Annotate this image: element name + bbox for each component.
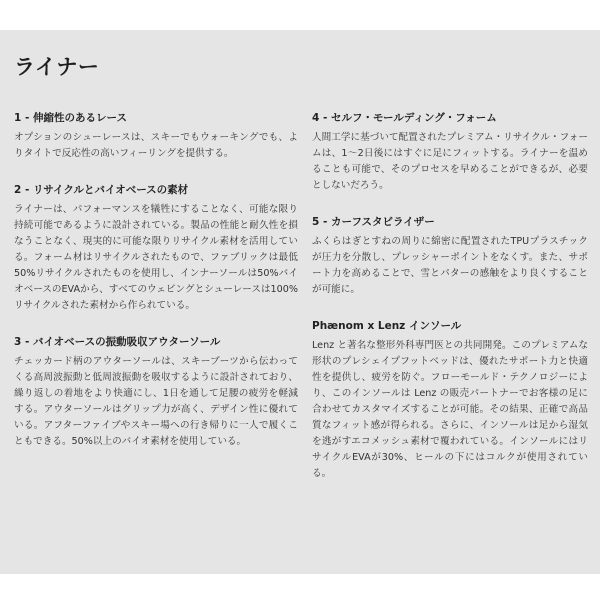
feature-section (14, 182, 298, 314)
section-heading: Phænom x Lenz インソール (312, 320, 462, 332)
section-heading: 2 - リサイクルとバイオベースの素材 (14, 184, 189, 196)
section-heading: 5 - カーフスタビライザー (312, 216, 435, 228)
section-body: ふくらはぎとすねの周りに綿密に配置されたTPUプラスチックが圧力を分散し、プレッシャーポイントをなくす。また、サポート力を高めることで、雪とパターの感触をより良くすることが可能に。 (312, 236, 588, 295)
section-body: チェッカード柄のアウターソールは、スキーブーツから伝わってくる高周波振動と低周波振動を吸収するように設計されており、繰り返しの着地をより快適にし、1日を通して足腰の疲労を軽減する。アウターソールはグリップ力が高く、デザイン性に優れている。アフターファイブやスキー場への行き帰りに一人で履くこともできる。50%以上のバイオ素材を使用している。 (14, 356, 298, 447)
left-column (14, 110, 298, 470)
feature-section (312, 214, 588, 298)
section-heading: 1 - 伸縮性のあるレース (14, 112, 127, 124)
feature-section (312, 110, 588, 194)
feature-section (312, 318, 588, 482)
section-heading: 3 - バイオベースの振動吸収アウターソール (14, 336, 221, 348)
feature-section (14, 110, 298, 162)
feature-section (14, 334, 298, 450)
page-title: ライナー (14, 55, 100, 79)
section-body: Lenz と著名な整形外科専門医との共同開発。このプレミアムな形状のプレシェイプフットベッドは、優れたサポート力と快適性を提供し、疲労を防ぐ。フローモールド・テクノロジーにより、このインソールは Lenz の販売パートナーでお客様の足に合わせてカスタマイズすることが可能。その結果、正確で高品質なフィット感が得られる。さらに、インソールは足から湿気を逃がすエコメッシュ素材で覆われている。インソールにはリサイクルEVAが30%、ヒールの下にはコルクが使用されている。 (312, 340, 588, 479)
section-body: 人間工学に基づいて配置されたプレミアム・リサイクル・フォームは、1〜2日後にはすぐに足にフィットする。ライナーを温めることも可能で、そのプロセスを早めることができるが、必要としないだろう。 (312, 132, 588, 191)
section-heading: 4 - セルフ・モールディング・フォーム (312, 112, 497, 124)
right-column (312, 110, 588, 502)
section-body: オプションのシューレースは、スキーでもウォーキングでも、よりタイトで反応性の高いフィーリングを提供する。 (14, 132, 298, 159)
section-body: ライナーは、パフォーマンスを犠牲にすることなく、可能な限り持続可能であるように設計されている。製品の性能と耐久性を損なうことなく、現実的に可能な限りリサイクル素材を活用している。フォーム材はリサイクルされたもので、ファブリックは最低50%リサイクルされたものを使用し、インナーソールは50%バイオベースのEVAから、すべてのウェビングとシューレースは100%リサイクルされた素材から作られている。 (14, 204, 298, 311)
